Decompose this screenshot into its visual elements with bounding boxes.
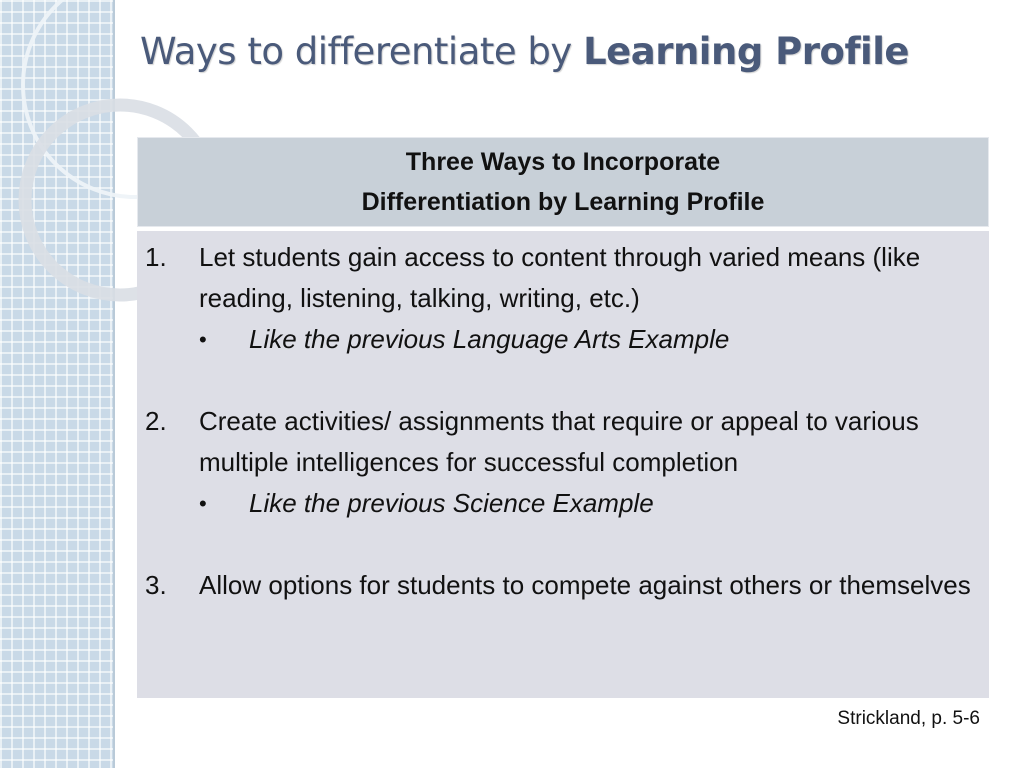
bullet-icon: • <box>199 491 207 516</box>
item-text: Create activities/ assignments that require or appeal to various multiple intelligences for successful completion <box>199 406 919 477</box>
sub-bullet-text: Like the previous Language Arts Example <box>249 324 730 354</box>
content-table <box>137 137 989 694</box>
item-number: 3. <box>145 570 167 600</box>
list-item <box>145 237 975 360</box>
sub-bullet-text: Like the previous Science Example <box>249 488 654 518</box>
table-header-line-1: Three Ways to Incorporate <box>405 148 721 176</box>
table-header-line-2: Differentiation by Learning Profile <box>361 188 765 216</box>
table-body <box>137 231 989 698</box>
item-number: 1. <box>145 242 167 272</box>
list-item <box>145 401 975 524</box>
list-item <box>145 565 975 606</box>
table-header <box>137 137 989 227</box>
slide-title <box>140 30 1000 73</box>
item-body <box>199 565 975 606</box>
item-text: Allow options for students to compete against others or themselves <box>199 570 971 600</box>
sub-bullet-item <box>199 483 975 524</box>
item-number: 2. <box>145 406 167 436</box>
item-text: Let students gain access to content through varied means (like reading, listening, talking, writing, etc.) <box>199 242 921 313</box>
item-body <box>199 401 975 524</box>
title-emphasis: Learning Profile <box>583 30 910 73</box>
item-body <box>199 237 975 360</box>
bullet-icon: • <box>199 327 207 352</box>
citation: Strickland, p. 5-6 <box>837 708 980 729</box>
title-text: Ways to differentiate by <box>140 30 584 73</box>
sub-bullet-item <box>199 319 975 360</box>
